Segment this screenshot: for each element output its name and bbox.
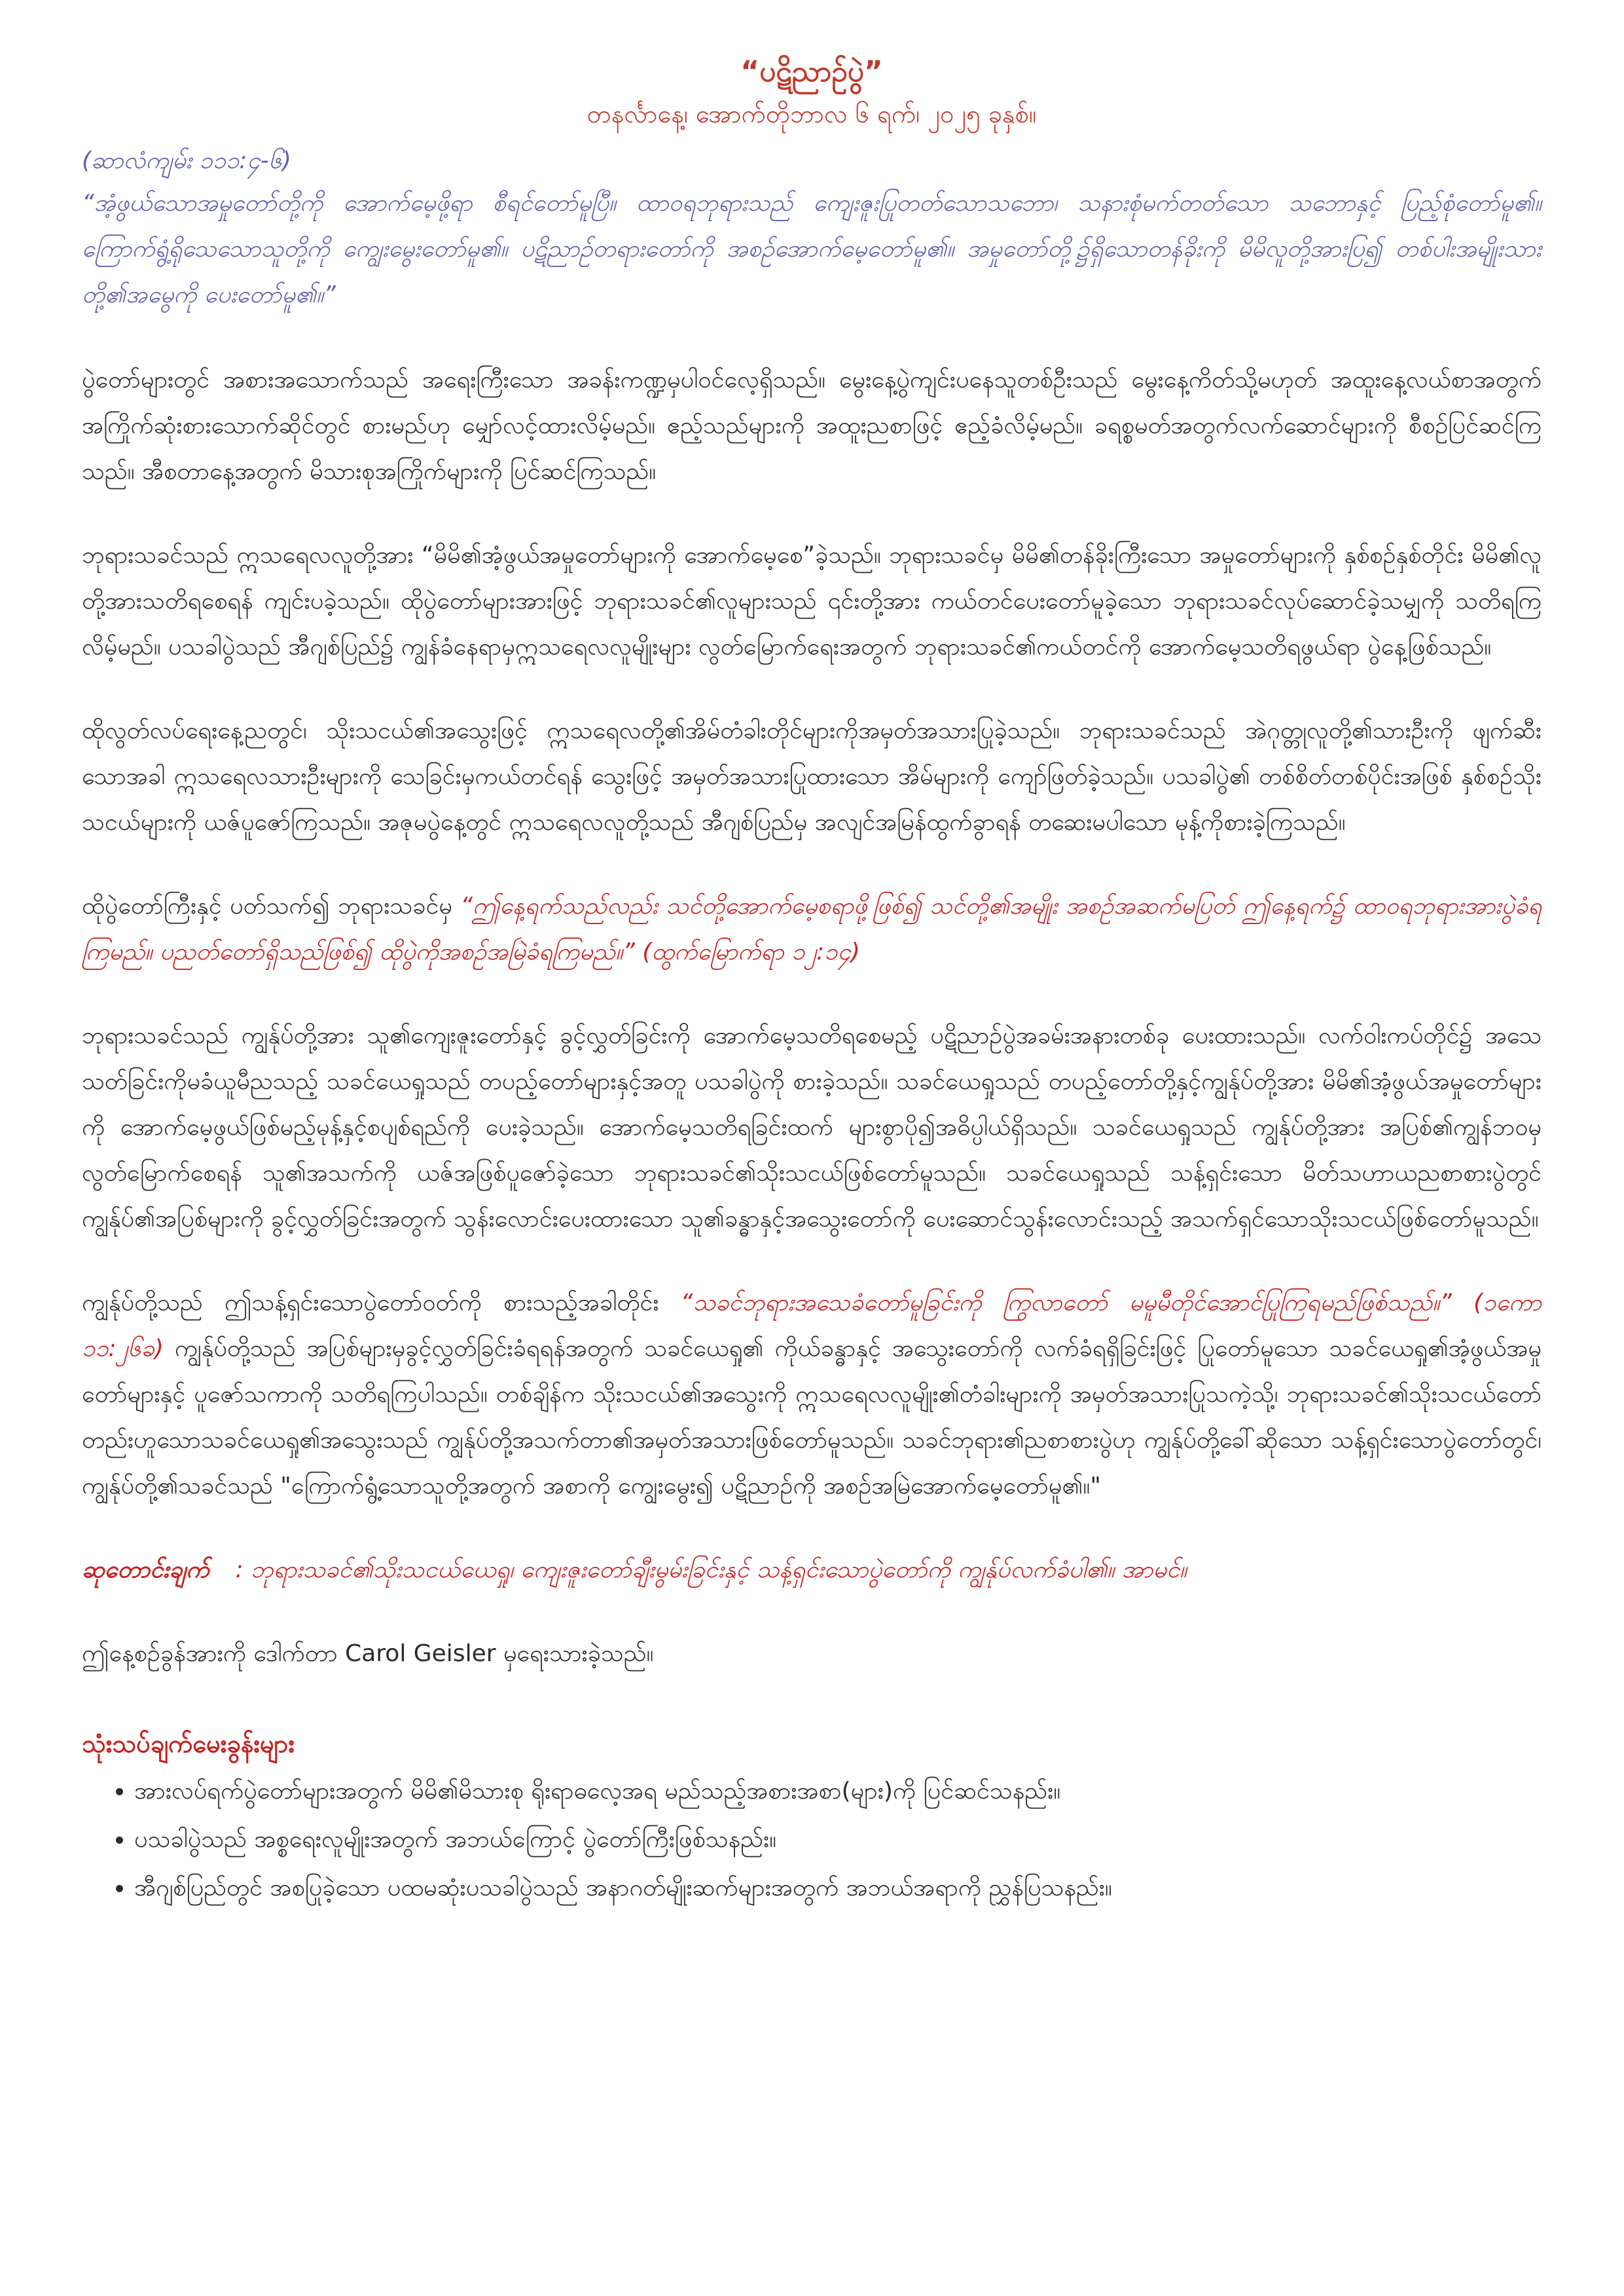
page-title: “ပဋိညာဉ်ပွဲ” [740,55,883,88]
prayer-label: ဆုတောင်းချက် [82,1556,209,1583]
paragraph-4 [82,884,1542,975]
exodus-quote: “ဤနေ့ရက်သည်လည်း သင်တို့အောက်မေ့စရာဖို့ဖြစ်၍ သင်တို့၏အမျိုး အစဉ်အဆက်မပြတ် ဤနေ့ရက်၌ ထာဝရဘုရားအားပွဲခံရကြမည်။ ပညတ်တော်ရှိသည်ဖြစ်၍ ထိုပွဲကိုအစဉ်အမြဲခံရကြမည်။” (ထွက်မြောက်ရာ ၁၂:၁၄) [82,893,1542,965]
corinthians-quote: “သခင်ဘုရားအသေခံတော်မူခြင်းကို ကြွလာတော် မမူမီတိုင်အောင်ပြုကြရမည်ဖြစ်သည်။” (၁ကော ၁၁:၂၆ခ) [82,1289,1542,1362]
list-item: • အီဂျစ်ပြည်တွင် အစပြုခဲ့သော ပထမဆုံးပသခါပွဲသည် အနာဂတ်မျိုးဆက်များအတွက် အဘယ်အရာကို ညွှန်ပြသနည်း။ [134,1867,1542,1910]
paragraph-4-lead: ထိုပွဲတော်ကြီးနှင့် ပတ်သက်၍ ဘုရားသခင်မှ [82,893,461,920]
paragraph-1: ပွဲတော်များတွင် အစားအသောက်သည် အရေးကြီးသော အခန်းကဏ္ဍမှပါဝင်လေ့ရှိသည်။ မွေးနေ့ပွဲကျင်းပနေသူတစ်ဦးသည် မွေးနေ့ကိတ်သို့မဟုတ် အထူးနေ့လယ်စာအတွက် အကြိုက်ဆုံးစားသောက်ဆိုင်တွင် စားမည်ဟု မျှော်လင့်ထားလိမ့်မည်။ ဧည့်သည်များကို အထူးညစာဖြင့် ဧည့်ခံလိမ့်မည်။ ခရစ္စမတ်အတွက်လက်ဆောင်များကို စီစဉ်ပြင်ဆင်ကြသည်။ အီစတာနေ့အတွက် မိသားစုအကြိုက်များကို ပြင်ဆင်ကြသည်။ [82,367,1542,485]
list-item: • ပသခါပွဲသည် အစ္စရေးလူမျိုးအတွက် အဘယ်ကြောင့် ပွဲတော်ကြီးဖြစ်သနည်း။ [134,1818,1542,1861]
devotional-page [82,52,1542,1915]
prayer [82,1547,1542,1593]
paragraph-5: ဘုရားသခင်သည် ကျွန်ုပ်တို့အား သူ၏ကျေးဇူးတော်နှင့် ခွင့်လွှတ်ခြင်းကို အောက်မေ့သတိရစေမည့် ပဋိညာဉ်ပွဲအခမ်းအနားတစ်ခု ပေးထားသည်။ လက်ဝါးကပ်တိုင်၌ အသေသတ်ခြင်းကိုမခံယူမီညသည့် သခင်ယေရှုသည် တပည့်တော်များနှင့်အတူ ပသခါပွဲကို စားခဲ့သည်။ သခင်ယေရှုသည် တပည့်တော်တို့နှင့်ကျွန်ုပ်တို့အား မိမိ၏အံ့ဖွယ်အမှုတော်များကို အောက်မေ့ဖွယ်ဖြစ်မည့်မုန့်နှင့်စပျစ်ရည်ကို ပေးခဲ့သည်။ အောက်မေ့သတိရခြင်းထက် များစွာပို၍အဓိပ္ပါယ်ရှိသည်။ သခင်ယေရှုသည် ကျွန်ုပ်တို့အား အပြစ်၏ကျွန်ဘဝမှ လွတ်မြောက်စေရန် သူ၏အသက်ကို ယဇ်အဖြစ်ပူဇော်ခဲ့သော ဘုရားသခင်၏သိုးသငယ်ဖြစ်တော်မူသည်။ သခင်ယေရှုသည် သန့်ရှင်းသော မိတ်သဟာယညစာစားပွဲတွင် ကျွန်ုပ်၏အပြစ်များကို ခွင့်လွှတ်ခြင်းအတွက် သွန်းလောင်းပေးထားသော သူ၏ခန္ဓာနှင့်အသွေးတော်ကို ပေးဆောင်သွန်းလောင်းသည့် အသက်ရှင်သောသိုးသငယ်ဖြစ်တော်မူသည်။ [82,1022,1542,1232]
prayer-text: : ဘုရားသခင်၏သိုးသငယ်ယေရှု၊ ကျေးဇူးတော်ချီးမွမ်းခြင်းနှင့် သန့်ရှင်းသောပွဲတော်ကို ကျွန်ုပ်လက်ခံပါ၏။ အာမင်။ [235,1556,1187,1583]
page-date: တနင်္လာနေ့၊ အောက်တိုဘာလ ၆ ရက်၊ ၂၀၂၅ ခုနှစ်။ [586,99,1037,128]
paragraph-6 [82,1280,1542,1509]
author-credit: ဤနေ့စဉ်ခွန်အားကို ဒေါက်တာ Carol Geisler မှရေးသားခဲ့သည်။ [82,1640,654,1667]
paragraph-6-lead: ကျွန်ုပ်တို့သည် ဤသန့်ရှင်းသောပွဲတော်ဝတ်ကို စားသည့်အခါတိုင်း [82,1289,681,1316]
questions-list [82,1770,1542,1910]
scripture-reference: (ဆာလံကျမ်း ၁၁၁:၄-၆) [82,147,291,174]
scripture-text: “အံ့ဖွယ်သောအမှုတော်တို့ကို အောက်မေ့ဖို့ရာ စီရင်တော်မူပြီ။ ထာဝရဘုရားသည် ကျေးဇူးပြုတတ်သောသဘော၊ သနားစုံမက်တတ်သော သဘောနှင့် ပြည့်စုံတော်မူ၏။ ကြောက်ရွံ့ရိုသေသောသူတို့ကို ကျွေးမွေးတော်မူ၏။ ပဋိညာဉ်တရားတော်ကို အစဉ်အောက်မေ့တော်မူ၏။ အမှုတော်တို့၌ရှိသောတန်ခိုးကို မိမိလူတို့အားပြ၍ တစ်ပါးအမျိုးသားတို့၏အမွေကို ပေးတော်မူ၏။” [82,190,1542,308]
paragraph-2: ဘုရားသခင်သည် ဣသရေလလူတို့အား “မိမိ၏အံ့ဖွယ်အမှုတော်များကို အောက်မေ့စေ”ခဲ့သည်။ ဘုရားသခင်မှ မိမိ၏တန်ခိုးကြီးသော အမှုတော်များကို နှစ်စဉ်နှစ်တိုင်း မိမိ၏လူတို့အားသတိရစေရန် ကျင်းပခဲ့သည်။ ထိုပွဲတော်များအားဖြင့် ဘုရားသခင်၏လူများသည် ၎င်းတို့အား ကယ်တင်ပေးတော်မူခဲ့သော ဘုရားသခင်လုပ်ဆောင်ခဲ့သမျှကို သတိရကြလိမ့်မည်။ ပသခါပွဲသည် အီဂျစ်ပြည်၌ ကျွန်ခံနေရာမှဣသရေလလူမျိုးများ လွတ်မြောက်ရေးအတွက် ဘုရားသခင်၏ကယ်တင်ကို အောက်မေ့သတိရဖွယ်ရာ ပွဲနေ့ဖြစ်သည်။ [82,542,1542,660]
list-item: • အားလပ်ရက်ပွဲတော်များအတွက် မိမိ၏မိသားစု ရိုးရာဓလေ့အရ မည်သည့်အစားအစာ(များ)ကို ပြင်ဆင်သနည်း။ [134,1770,1542,1813]
paragraph-6-rest: ကျွန်ုပ်တို့သည် အပြစ်များမှခွင့်လွှတ်ခြင်းခံရရန်အတွက် သခင်ယေရှု၏ ကိုယ်ခန္ဓာနှင့် အသွေးတော်ကို လက်ခံရရှိခြင်းဖြင့် ပြုတော်မူသော သခင်ယေရှု၏အံ့ဖွယ်အမှုတော်များနှင့် ပူဇော်သကာကို သတိရကြပါသည်။ တစ်ချိန်က သိုးသငယ်၏အသွေးကို ဣသရေလလူမျိုး၏တံခါးများကို အမှတ်အသားပြုသကဲ့သို့၊ ဘုရားသခင်၏သိုးသငယ်တော်တည်းဟူသောသခင်ယေရှု၏အသွေးသည် ကျွန်ုပ်တို့အသက်တာ၏အမှတ်အသားဖြစ်တော်မူသည်။ သခင်ဘုရား၏ညစာစားပွဲဟု ကျွန်ုပ်တို့ခေါ်ဆိုသော သန့်ရှင်းသောပွဲတော်တွင်၊ ကျွန်ုပ်တို့၏သခင်သည် "ကြောက်ရွံ့သောသူတို့အတွက် အစာကို ကျွေးမွေး၍ ပဋိညာဉ်ကို အစဉ်အမြဲအောက်မေ့တော်မူ၏။" [82,1335,1542,1499]
questions-heading: သုံးသပ်ချက်မေးခွန်းများ [82,1729,295,1758]
paragraph-3: ထိုလွတ်လပ်ရေးနေ့ညတွင်၊ သိုးသငယ်၏အသွေးဖြင့် ဣသရေလတို့၏အိမ်တံခါးတိုင်များကိုအမှတ်အသားပြုခဲ့သည်။ ဘုရားသခင်သည် အဲဂုတ္တုလူတို့၏သားဦးကို ဖျက်ဆီးသောအခါ ဣသရေလသားဦးများကို သေခြင်းမှကယ်တင်ရန် သွေးဖြင့် အမှတ်အသားပြုထားသော အိမ်များကို ကျော်ဖြတ်ခဲ့သည်။ ပသခါပွဲ၏ တစ်စိတ်တစ်ပိုင်းအဖြစ် နှစ်စဉ်သိုးသငယ်များကို ယဇ်ပူဇော်ကြသည်။ အဇုမပွဲနေ့တွင် ဣသရေလလူတို့သည် အီဂျစ်ပြည်မှ အလျင်အမြန်ထွက်ခွာရန် တဆေးမပါသော မုန့်ကိုစားခဲ့ကြသည်။ [82,717,1542,836]
